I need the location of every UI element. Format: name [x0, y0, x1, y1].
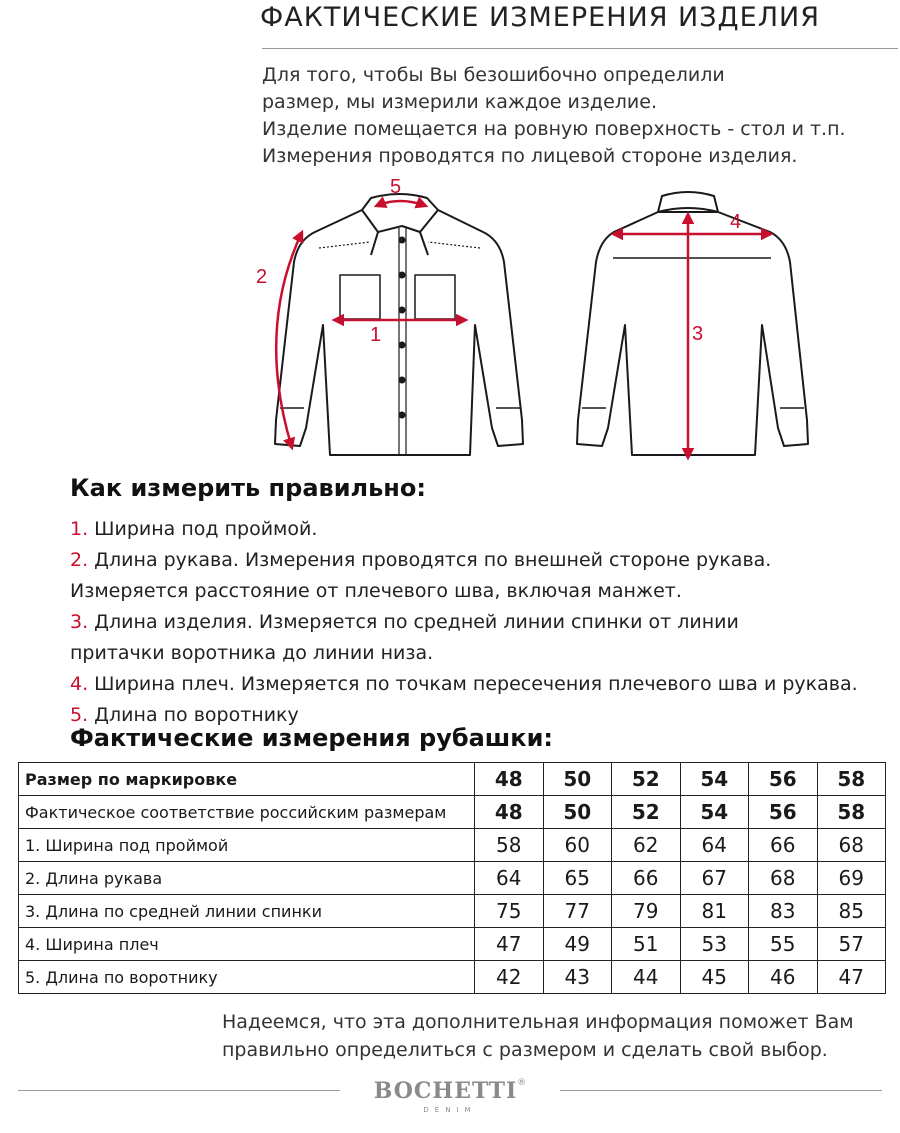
table-row [19, 796, 886, 829]
step-item: 3. Длина изделия. Измеряется по средней линии спинки от линии [70, 611, 739, 633]
cell-value: 47 [817, 961, 886, 994]
footer-line: Надеемся, что эта дополнительная информация поможет Вам [222, 1011, 854, 1033]
shirt-front-drawing [275, 194, 523, 455]
cell-value: 75 [475, 895, 544, 928]
step-item: 5. Длина по воротнику [70, 704, 299, 726]
cell-value: 83 [749, 895, 818, 928]
row-label: 5. Длина по воротнику [19, 961, 475, 994]
cell-value: 67 [680, 862, 749, 895]
table-row [19, 895, 886, 928]
cell-value: 48 [475, 796, 544, 829]
cell-value: 50 [543, 796, 612, 829]
cell-value: 64 [475, 862, 544, 895]
cell-value: 68 [817, 829, 886, 862]
cell-value: 81 [680, 895, 749, 928]
cell-value: 79 [612, 895, 681, 928]
page-title: ФАКТИЧЕСКИЕ ИЗМЕРЕНИЯ ИЗДЕЛИЯ [260, 2, 820, 33]
cell-value: 46 [749, 961, 818, 994]
step-item: Измеряется расстояние от плечевого шва, включая манжет. [70, 580, 682, 602]
cell-value: 56 [749, 796, 818, 829]
cell-value: 45 [680, 961, 749, 994]
cell-value: 54 [680, 796, 749, 829]
cell-value: 58 [475, 829, 544, 862]
shirt-measurement-illustration [0, 0, 900, 480]
cell-value: 50 [543, 763, 612, 796]
measurement-steps [70, 514, 858, 731]
cell-value: 44 [612, 961, 681, 994]
footer-line: правильно определиться с размером и сделать свой выбор. [222, 1039, 828, 1061]
step-item: 1. Ширина под проймой. [70, 518, 318, 540]
cell-value: 52 [612, 763, 681, 796]
cell-value: 49 [543, 928, 612, 961]
cell-value: 51 [612, 928, 681, 961]
step-item: притачки воротника до линии низа. [70, 642, 434, 664]
row-label: Фактическое соответствие российским размерам [19, 796, 475, 829]
brand-subtitle: DENIM [423, 1106, 477, 1114]
step-item: 4. Ширина плеч. Измеряется по точкам пересечения плечевого шва и рукава. [70, 673, 858, 695]
cell-value: 69 [817, 862, 886, 895]
cell-value: 65 [543, 862, 612, 895]
cell-value: 42 [475, 961, 544, 994]
measurement-3-number: 3 [692, 323, 704, 345]
intro-line: Для того, чтобы Вы безошибочно определили [262, 64, 725, 86]
row-label: 1. Ширина под проймой [19, 829, 475, 862]
cell-value: 58 [817, 763, 886, 796]
brand-registered-mark: ® [517, 1078, 527, 1088]
cell-value: 43 [543, 961, 612, 994]
intro-line: Изделие помещается на ровную поверхность - стол и т.п. [262, 118, 846, 140]
cell-value: 77 [543, 895, 612, 928]
row-label: 4. Ширина плеч [19, 928, 475, 961]
table-heading: Фактические измерения рубашки: [70, 724, 553, 752]
cell-value: 66 [612, 862, 681, 895]
how-to-measure-heading: Как измерить правильно: [70, 474, 426, 502]
cell-value: 68 [749, 862, 818, 895]
cell-value: 52 [612, 796, 681, 829]
brand-name: BOCHETTI [373, 1078, 518, 1104]
step-item: 2. Длина рукава. Измерения проводятся по внешней стороне рукава. [70, 549, 772, 571]
cell-value: 56 [749, 763, 818, 796]
intro-line: Измерения проводятся по лицевой стороне изделия. [262, 145, 798, 167]
table-row [19, 862, 886, 895]
intro-line: размер, мы измерили каждое изделие. [262, 91, 657, 113]
row-label: Размер по маркировке [19, 763, 475, 796]
cell-value: 53 [680, 928, 749, 961]
measurement-1-number: 1 [370, 324, 382, 346]
cell-value: 58 [817, 796, 886, 829]
cell-value: 48 [475, 763, 544, 796]
table-row [19, 829, 886, 862]
row-label: 3. Длина по средней линии спинки [19, 895, 475, 928]
table-row [19, 763, 886, 796]
cell-value: 57 [817, 928, 886, 961]
table-row [19, 961, 886, 994]
footer-note [222, 1008, 854, 1064]
cell-value: 62 [612, 829, 681, 862]
cell-value: 47 [475, 928, 544, 961]
cell-value: 60 [543, 829, 612, 862]
brand-logo [0, 1078, 900, 1114]
measurement-5-number: 5 [390, 176, 402, 198]
cell-value: 54 [680, 763, 749, 796]
cell-value: 64 [680, 829, 749, 862]
cell-value: 85 [817, 895, 886, 928]
size-table [18, 762, 886, 994]
measurement-4-number: 4 [730, 211, 742, 233]
row-label: 2. Длина рукава [19, 862, 475, 895]
cell-value: 66 [749, 829, 818, 862]
measurement-2-number: 2 [256, 266, 268, 288]
table-row [19, 928, 886, 961]
cell-value: 55 [749, 928, 818, 961]
